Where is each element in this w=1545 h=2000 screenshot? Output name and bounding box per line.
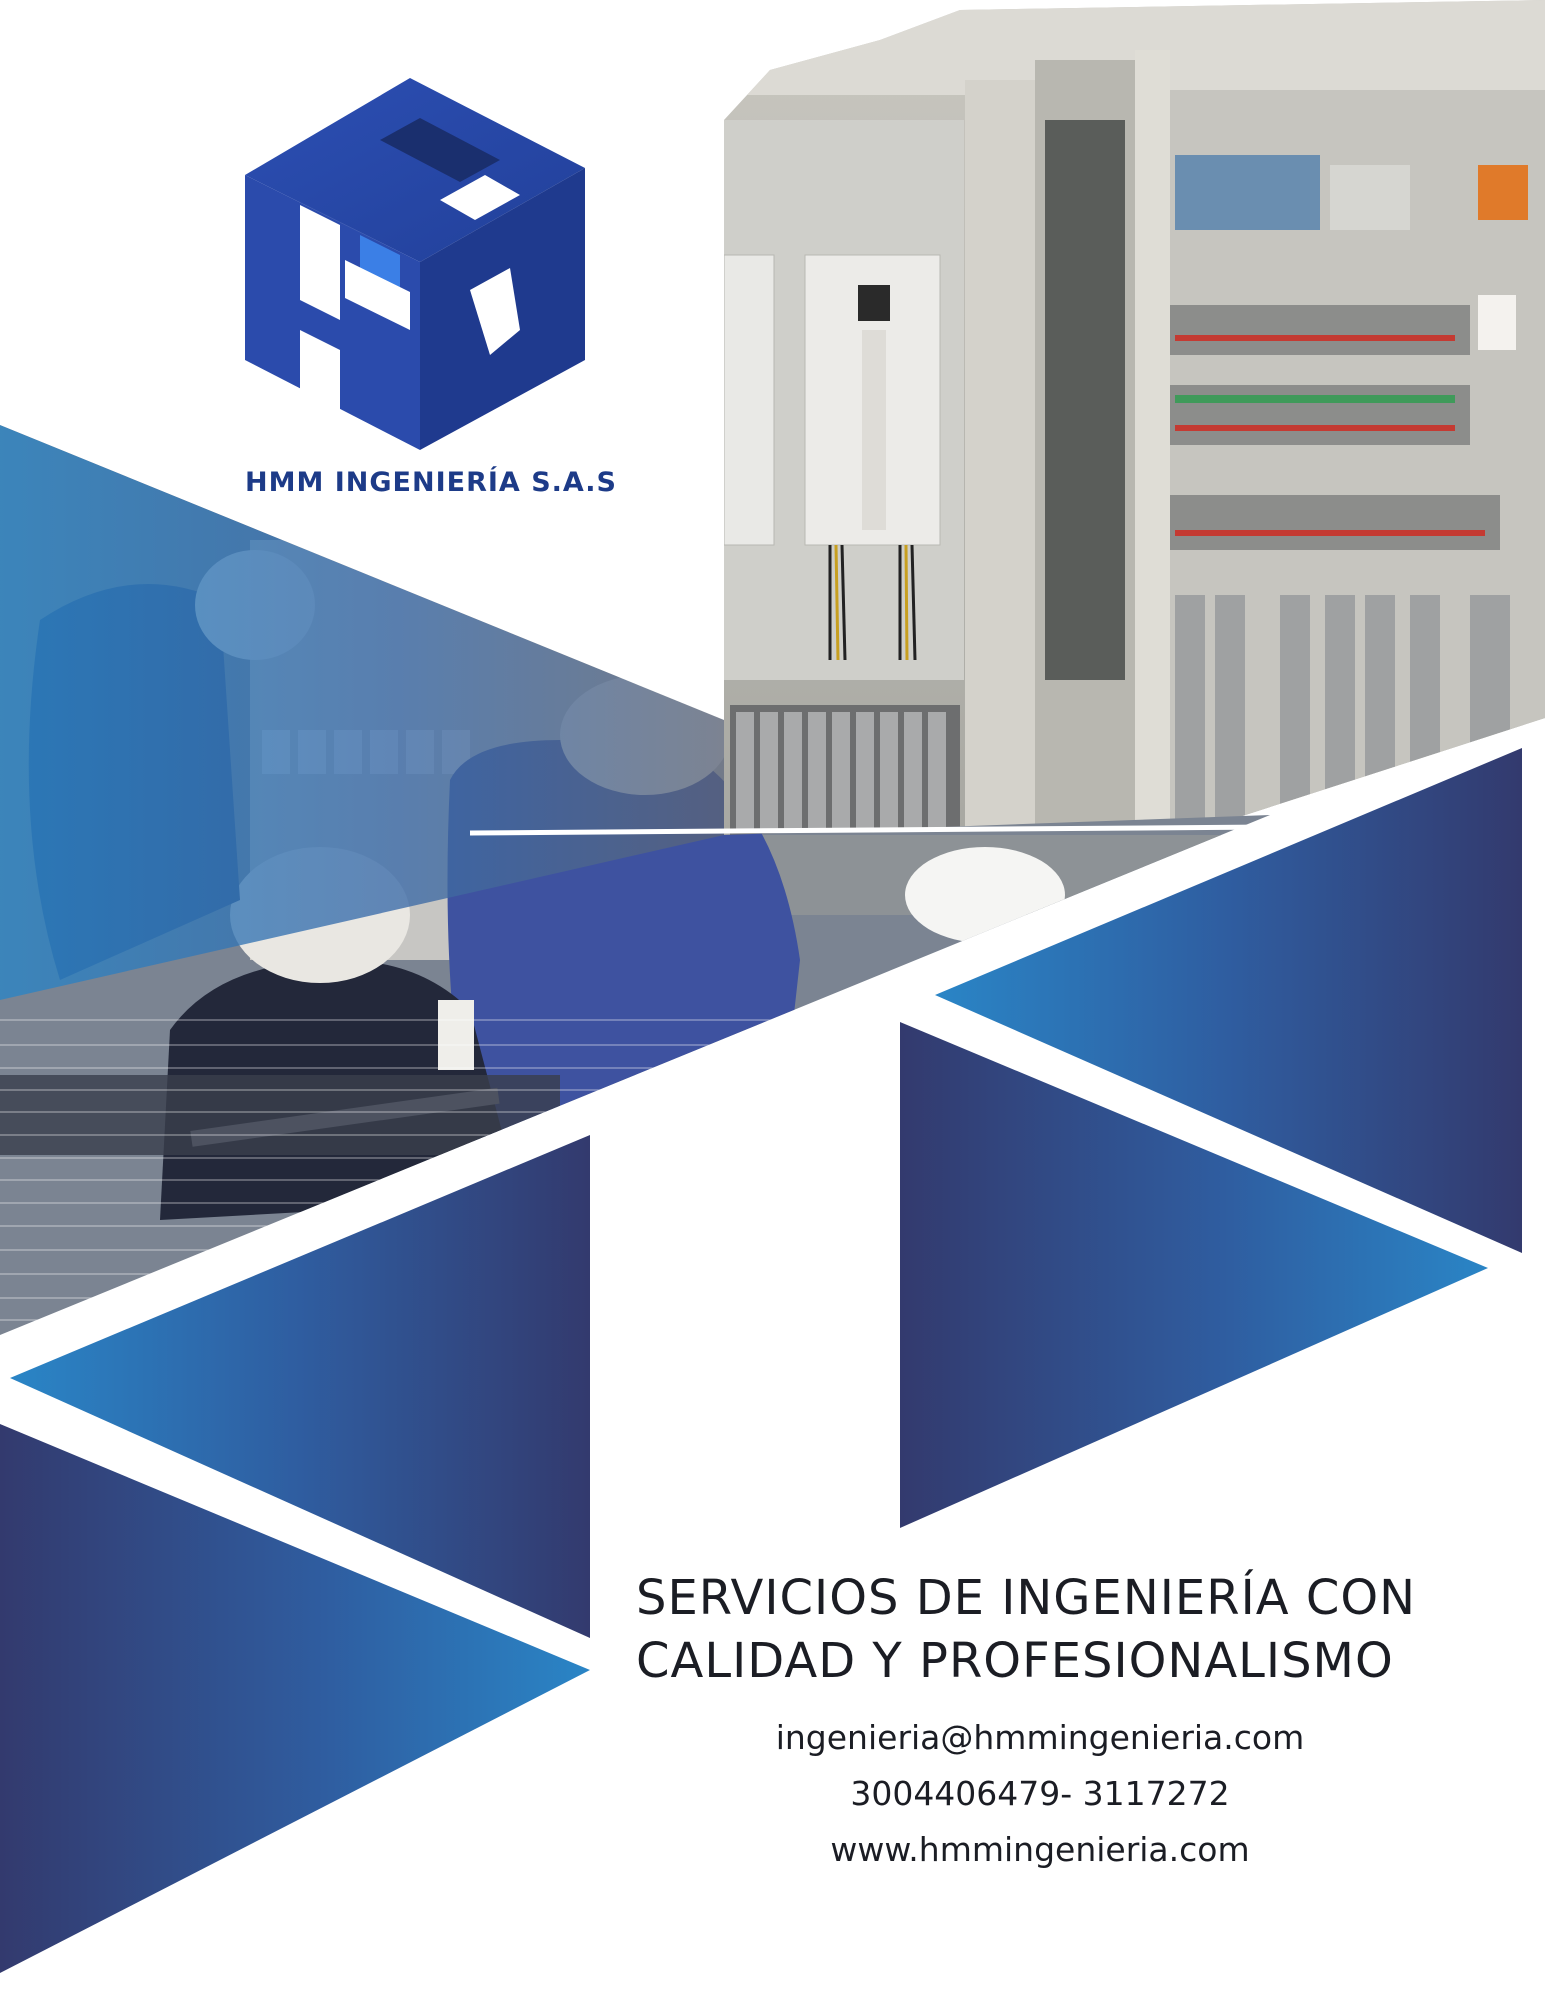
contact-email[interactable]: ingenieria@hmmingenieria.com	[775, 1718, 1305, 1757]
brand-name: HMM INGENIERÍA S.A.S	[245, 467, 618, 498]
contact-phones[interactable]: 3004406479- 3117272	[850, 1774, 1230, 1813]
headline-line-2: CALIDAD Y PROFESIONALISMO	[636, 1633, 1394, 1689]
hmm-logo-icon	[245, 78, 585, 450]
contact-website[interactable]: www.hmmingenieria.com	[830, 1830, 1250, 1869]
headline-line-1: SERVICIOS DE INGENIERÍA CON	[636, 1570, 1417, 1626]
contact-block	[660, 1710, 1420, 1878]
electrical-panel-photo	[700, 0, 1545, 840]
headline	[636, 1567, 1516, 1693]
